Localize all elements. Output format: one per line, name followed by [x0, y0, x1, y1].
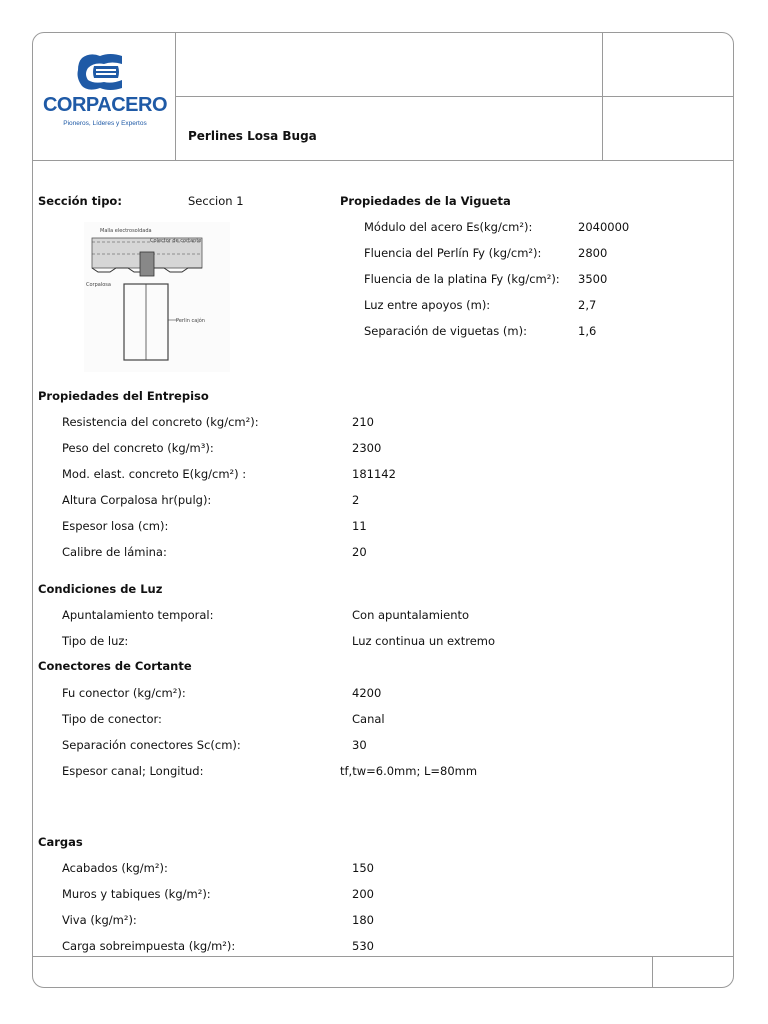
vigueta-label-4: Separación de viguetas (m):: [364, 324, 527, 338]
cargas-value-3: 530: [352, 939, 374, 953]
cargas-label-3: Carga sobreimpuesta (kg/m²):: [62, 939, 236, 953]
header-divider-bottom: [32, 160, 734, 161]
cargas-value-2: 180: [352, 913, 374, 927]
entrepiso-value-4: 11: [352, 519, 367, 533]
vigueta-label-3: Luz entre apoyos (m):: [364, 298, 491, 312]
luz-value-0: Con apuntalamiento: [352, 608, 470, 622]
diagram-label-perlin: Perlin cajón: [176, 318, 205, 324]
cargas-title: Cargas: [38, 835, 83, 849]
conectores-label-0: Fu conector (kg/cm²):: [62, 686, 186, 700]
header-divider-mid: [175, 96, 734, 97]
luz-title: Condiciones de Luz: [38, 582, 163, 596]
cargas-value-0: 150: [352, 861, 374, 875]
section-diagram: [84, 222, 230, 372]
seccion-value: Seccion 1: [188, 194, 244, 208]
entrepiso-label-3: Altura Corpalosa hr(pulg):: [62, 493, 212, 507]
footer-divider: [32, 956, 734, 957]
vigueta-label-1: Fluencia del Perlín Fy (kg/cm²):: [364, 246, 542, 260]
entrepiso-value-5: 20: [352, 545, 367, 559]
luz-label-1: Tipo de luz:: [62, 634, 129, 648]
entrepiso-value-0: 210: [352, 415, 374, 429]
vigueta-label-2: Fluencia de la platina Fy (kg/cm²):: [364, 272, 560, 286]
vigueta-title: Propiedades de la Vigueta: [340, 194, 511, 208]
header-vline-right: [602, 32, 603, 160]
luz-value-1: Luz continua un extremo: [352, 634, 496, 648]
header-vline-left: [175, 32, 176, 160]
conectores-value-0: 4200: [352, 686, 382, 700]
company-name: CORPACERO: [42, 94, 168, 116]
corpacero-logo-icon: [74, 50, 132, 94]
cargas-label-0: Acabados (kg/m²):: [62, 861, 168, 875]
vigueta-value-3: 2,7: [578, 298, 597, 312]
vigueta-value-1: 2800: [578, 246, 608, 260]
conectores-title: Conectores de Cortante: [38, 659, 192, 673]
vigueta-value-4: 1,6: [578, 324, 597, 338]
entrepiso-label-4: Espesor losa (cm):: [62, 519, 169, 533]
seccion-label: Sección tipo:: [38, 194, 122, 208]
document-frame: [32, 32, 734, 988]
cargas-value-1: 200: [352, 887, 374, 901]
entrepiso-title: Propiedades del Entrepiso: [38, 389, 209, 403]
entrepiso-label-0: Resistencia del concreto (kg/cm²):: [62, 415, 259, 429]
vigueta-label-0: Módulo del acero Es(kg/cm²):: [364, 220, 533, 234]
company-tagline: Pioneros, Líderes y Expertos: [63, 120, 147, 127]
conectores-value-1: Canal: [352, 712, 385, 726]
entrepiso-value-3: 2: [352, 493, 360, 507]
conectores-value-3: tf,tw=6.0mm; L=80mm: [340, 764, 478, 778]
vigueta-value-0: 2040000: [578, 220, 630, 234]
entrepiso-value-2: 181142: [352, 467, 396, 481]
luz-label-0: Apuntalamiento temporal:: [62, 608, 214, 622]
conectores-value-2: 30: [352, 738, 367, 752]
entrepiso-label-2: Mod. elast. concreto E(kg/cm²) :: [62, 467, 247, 481]
conectores-label-1: Tipo de conector:: [62, 712, 162, 726]
diagram-label-colector: Colector de cortante: [150, 238, 202, 244]
conectores-label-3: Espesor canal; Longitud:: [62, 764, 204, 778]
document-title: Perlines Losa Buga: [188, 129, 317, 143]
entrepiso-label-1: Peso del concreto (kg/m³):: [62, 441, 214, 455]
entrepiso-label-5: Calibre de lámina:: [62, 545, 167, 559]
cargas-label-1: Muros y tabiques (kg/m²):: [62, 887, 211, 901]
conectores-label-2: Separación conectores Sc(cm):: [62, 738, 241, 752]
cargas-label-2: Viva (kg/m²):: [62, 913, 137, 927]
footer-vline: [652, 956, 653, 988]
vigueta-value-2: 3500: [578, 272, 608, 286]
diagram-label-corpalosa: Corpalosa: [86, 282, 111, 288]
entrepiso-value-1: 2300: [352, 441, 382, 455]
diagram-label-malla: Malla electrosoldada: [100, 228, 152, 234]
